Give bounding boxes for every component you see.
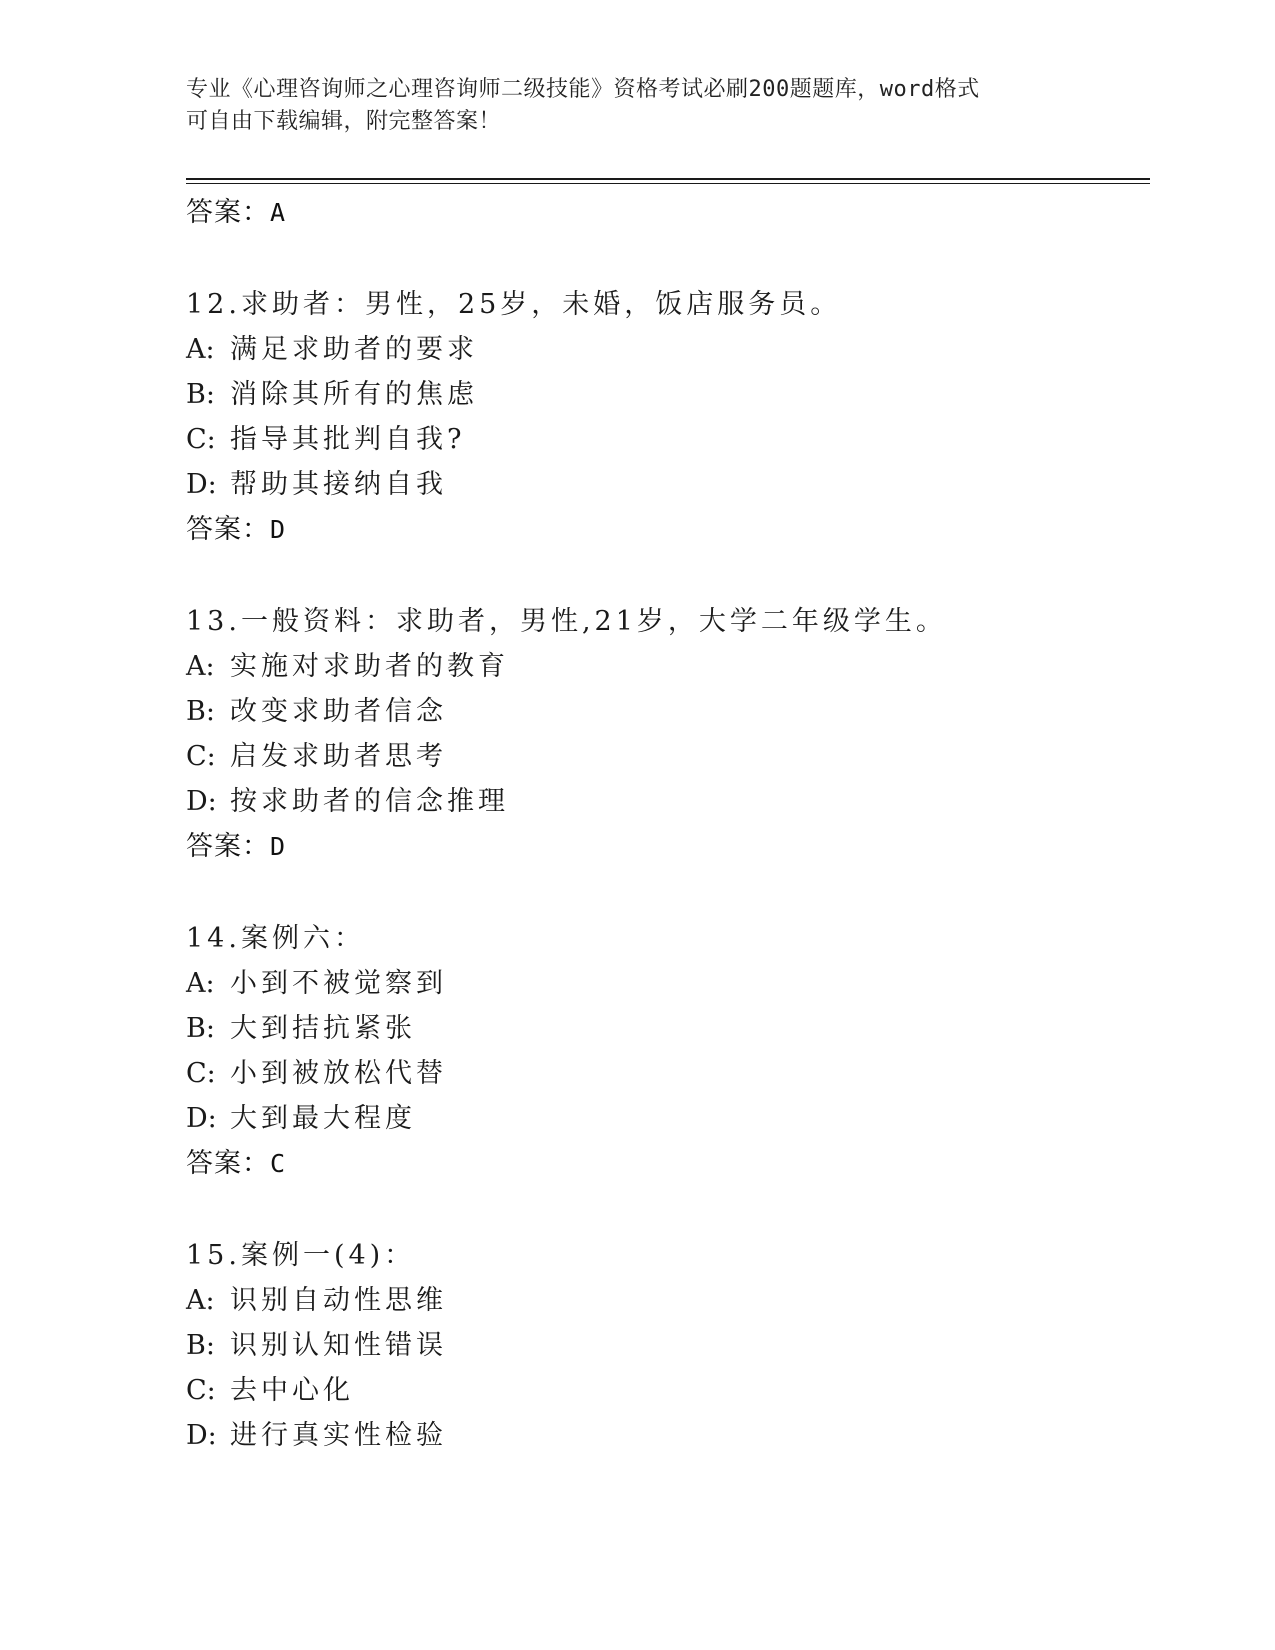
question-stem: 15.案例一(4)： [186, 1240, 416, 1271]
answer-value: D [270, 832, 286, 861]
question-stem: 14.案例六： [186, 923, 365, 954]
answer-value: C [270, 1149, 286, 1178]
option-a [186, 644, 1150, 689]
option-b [186, 372, 1150, 417]
option-c [186, 417, 1150, 462]
answer-label: 答案： [186, 514, 270, 545]
option-text: 识别认知性错误 [230, 1330, 447, 1361]
option-b [186, 1323, 1150, 1368]
question-list [186, 190, 1150, 1458]
answer-value: D [270, 515, 286, 544]
option-d [186, 1096, 1150, 1141]
option-a [186, 1278, 1150, 1323]
option-c [186, 1051, 1150, 1096]
option-key: D: [186, 786, 217, 817]
option-key: B: [186, 1330, 215, 1361]
option-d [186, 1413, 1150, 1458]
option-b [186, 689, 1150, 734]
option-text: 小到不被觉察到 [230, 968, 447, 999]
question-stem: 12.求助者：男性，25岁，未婚，饭店服务员。 [186, 289, 842, 320]
answer-label: 答案： [186, 197, 270, 228]
option-key: A: [186, 968, 215, 999]
option-c [186, 734, 1150, 779]
option-text: 满足求助者的要求 [230, 334, 478, 365]
option-key: B: [186, 1013, 215, 1044]
option-c [186, 1368, 1150, 1413]
header-rule-thin [186, 183, 1150, 184]
question-item [186, 599, 1150, 870]
option-text: 大到拮抗紧张 [230, 1013, 416, 1044]
option-text: 指导其批判自我? [230, 424, 466, 455]
option-key: C: [186, 1375, 216, 1406]
question-stem: 13.一般资料：求助者，男性,21岁，大学二年级学生。 [186, 606, 947, 637]
answer-label: 答案： [186, 1148, 270, 1179]
question-item [186, 916, 1150, 1187]
option-text: 帮助其接纳自我 [230, 469, 447, 500]
option-key: C: [186, 741, 216, 772]
option-d [186, 779, 1150, 824]
option-a [186, 327, 1150, 372]
option-d [186, 462, 1150, 507]
option-key: B: [186, 379, 215, 410]
option-text: 进行真实性检验 [230, 1420, 447, 1451]
option-key: C: [186, 1058, 216, 1089]
option-text: 识别自动性思维 [230, 1285, 447, 1316]
option-text: 改变求助者信念 [230, 696, 447, 727]
option-key: A: [186, 651, 215, 682]
header-line-2: 可自由下载编辑，附完整答案！ [186, 109, 502, 134]
answer-line [186, 824, 1150, 870]
option-b [186, 1006, 1150, 1051]
option-text: 大到最大程度 [230, 1103, 416, 1134]
option-key: B: [186, 696, 215, 727]
answer-line [186, 190, 1150, 236]
option-key: A: [186, 1285, 215, 1316]
option-key: C: [186, 424, 216, 455]
header-rule-thick [186, 178, 1150, 180]
option-a [186, 961, 1150, 1006]
option-text: 去中心化 [230, 1375, 354, 1406]
option-key: A: [186, 334, 215, 365]
option-text: 启发求助者思考 [230, 741, 447, 772]
option-text: 小到被放松代替 [230, 1058, 447, 1089]
header-line-1: 专业《心理咨询师之心理咨询师二级技能》资格考试必刷200题题库，word格式 [186, 77, 980, 102]
answer-value: A [270, 198, 286, 227]
option-text: 按求助者的信念推理 [230, 786, 509, 817]
option-key: D: [186, 1103, 217, 1134]
question-item [186, 1233, 1150, 1458]
option-text: 实施对求助者的教育 [230, 651, 509, 682]
option-key: D: [186, 469, 217, 500]
answer-label: 答案： [186, 831, 270, 862]
question-item [186, 282, 1150, 553]
answer-line [186, 1141, 1150, 1187]
page-header [186, 74, 1076, 138]
option-key: D: [186, 1420, 217, 1451]
answer-line [186, 507, 1150, 553]
option-text: 消除其所有的焦虑 [230, 379, 478, 410]
